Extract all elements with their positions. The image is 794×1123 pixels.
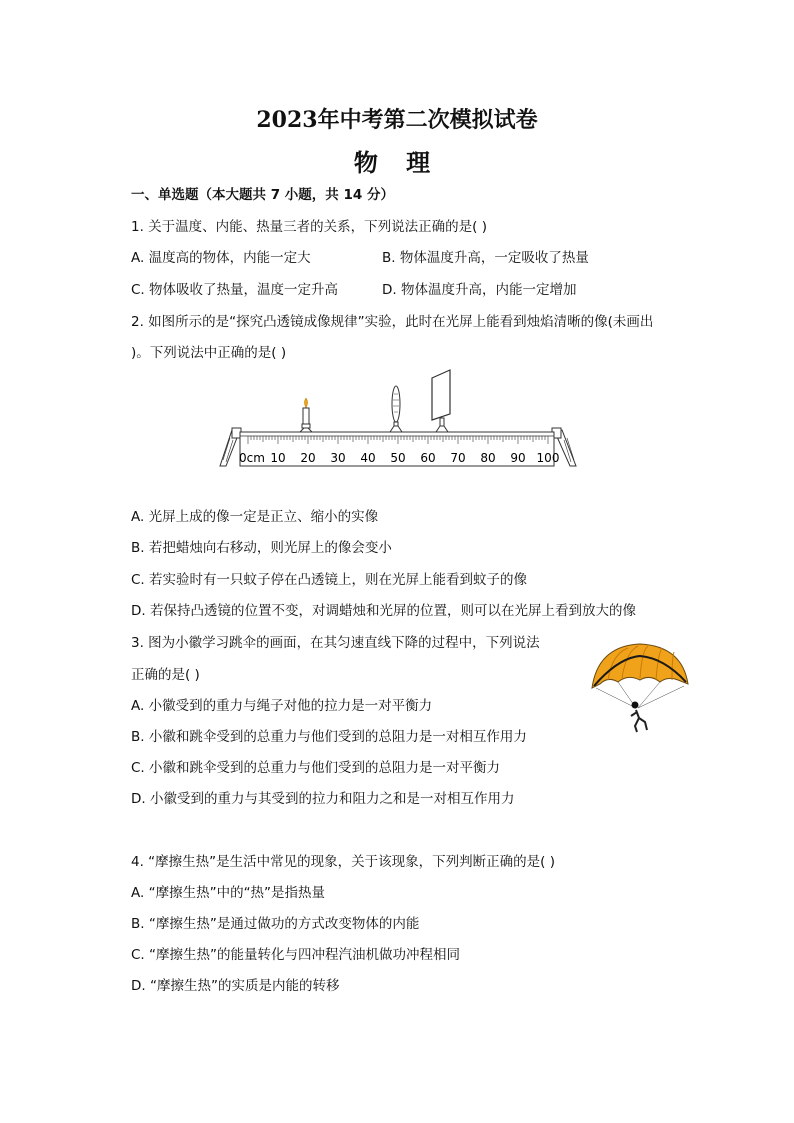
q1-option-a: A. 温度高的物体，内能一定大 xyxy=(131,250,311,266)
q3-stem-line1: 3. 图为小徽学习跳伞的画面，在其匀速直线下降的过程中，下列说法 xyxy=(131,635,540,651)
q2-option-a: A. 光屏上成的像一定是正立、缩小的实像 xyxy=(131,509,379,525)
q3-option-d: D. 小徽受到的重力与其受到的拉力和阻力之和是一对相互作用力 xyxy=(131,791,515,807)
parachute-image xyxy=(588,640,692,740)
ruler-label: 40 xyxy=(360,451,376,465)
ruler-label: 20 xyxy=(300,451,316,465)
q1-stem: 1. 关于温度、内能、热量三者的关系，下列说法正确的是( ) xyxy=(131,219,487,235)
q3-option-c: C. 小徽和跳伞受到的总重力与他们受到的总阻力是一对平衡力 xyxy=(131,760,501,776)
optical-bench-figure xyxy=(218,368,578,468)
q4-option-d: D. “摩擦生热”的实质是内能的转移 xyxy=(131,978,340,994)
q1-option-c: C. 物体吸收了热量，温度一定升高 xyxy=(131,282,339,298)
section-heading: 一、单选题（本大题共 7 小题，共 14 分） xyxy=(131,187,394,203)
q1-option-d: D. 物体温度升高，内能一定增加 xyxy=(382,282,577,298)
q2-option-c: C. 若实验时有一只蚊子停在凸透镜上，则在光屏上能看到蚊子的像 xyxy=(131,572,528,588)
q2-stem-line2: )。下列说法中正确的是( ) xyxy=(131,345,287,361)
candle xyxy=(300,398,312,432)
q4-option-b: B. “摩擦生热”是通过做功的方式改变物体的内能 xyxy=(131,916,420,932)
ruler-label: 30 xyxy=(330,451,346,465)
q2-option-d: D. 若保持凸透镜的位置不变，对调蜡烛和光屏的位置，则可以在光屏上看到放大的像 xyxy=(131,603,636,619)
ruler-label: 70 xyxy=(450,451,466,465)
light-screen xyxy=(432,370,450,432)
ruler-label: 0cm xyxy=(239,451,265,465)
q3-stem-line2: 正确的是( ) xyxy=(131,667,200,683)
ruler-label: 90 xyxy=(510,451,526,465)
q3-option-b: B. 小徽和跳伞受到的总重力与他们受到的总阻力是一对相互作用力 xyxy=(131,729,527,745)
ruler-label: 50 xyxy=(390,451,406,465)
ruler-label: 10 xyxy=(270,451,286,465)
q3-option-a: A. 小徽受到的重力与绳子对他的拉力是一对平衡力 xyxy=(131,698,433,714)
ruler-label: 60 xyxy=(420,451,436,465)
q4-option-a: A. “摩擦生热”中的“热”是指热量 xyxy=(131,885,326,901)
exam-title: 2023年中考第二次模拟试卷 xyxy=(256,107,538,133)
ruler-label: 80 xyxy=(480,451,496,465)
convex-lens xyxy=(390,386,402,432)
q1-option-b: B. 物体温度升高，一定吸收了热量 xyxy=(382,250,589,266)
q2-stem-line1: 2. 如图所示的是“探究凸透镜成像规律”实验，此时在光屏上能看到烛焰清晰的像(未画出 xyxy=(131,314,654,330)
q4-option-c: C. “摩擦生热”的能量转化与四冲程汽油机做功冲程相同 xyxy=(131,947,460,963)
q4-stem: 4. “摩擦生热”是生活中常见的现象，关于该现象，下列判断正确的是( ) xyxy=(131,854,555,870)
subject-title: 物 理 xyxy=(353,148,441,177)
q2-option-b: B. 若把蜡烛向右移动，则光屏上的像会变小 xyxy=(131,540,392,556)
ruler-label: 100 xyxy=(536,451,560,465)
